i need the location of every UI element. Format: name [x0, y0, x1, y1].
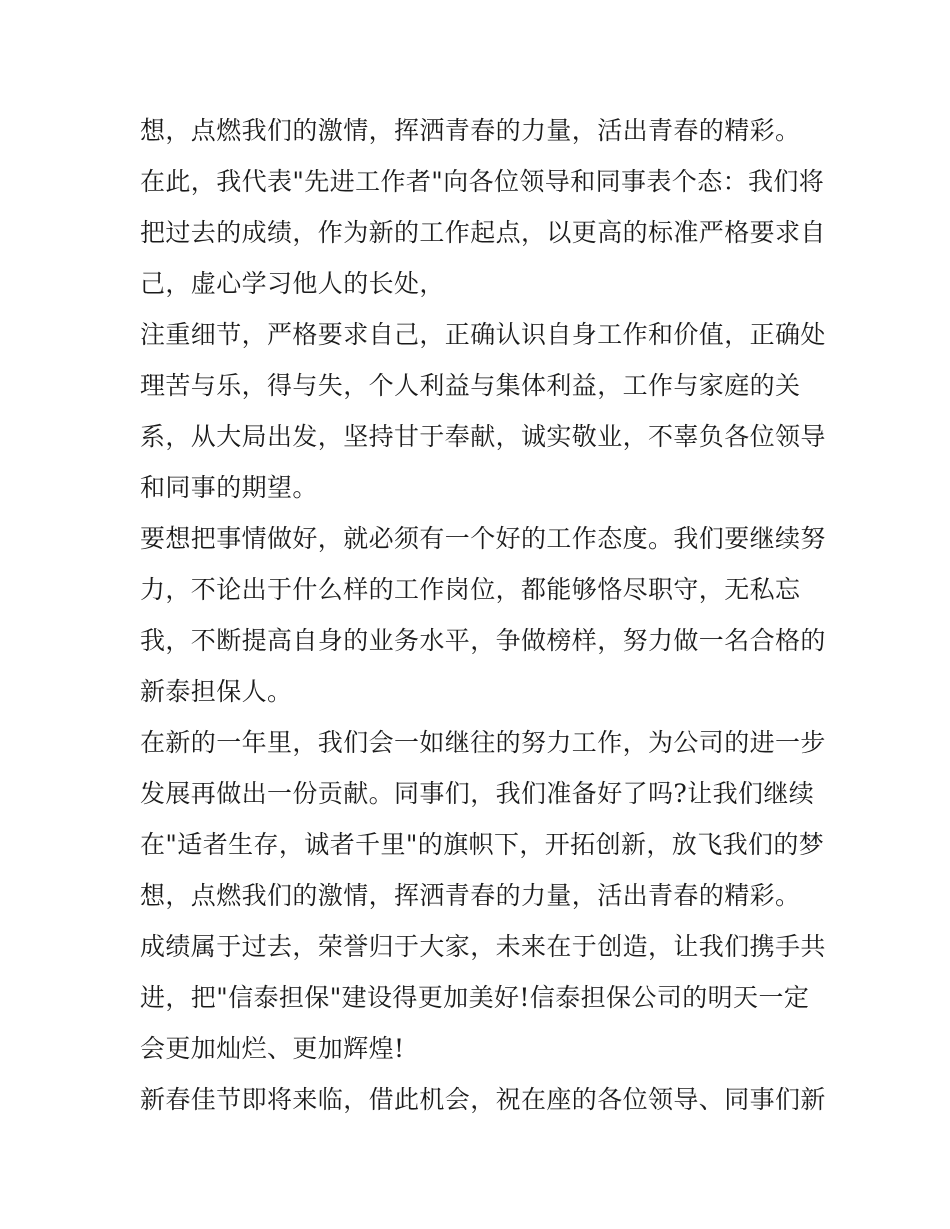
text-line-17: 成绩属于过去，荣誉归于大家，未来在于创造，让我们携手共	[140, 932, 826, 961]
text-line-16: 想，点燃我们的激情，挥洒青春的力量，活出青春的精彩。	[140, 881, 801, 910]
text-line-20: 新春佳节即将来临，借此机会，祝在座的各位领导、同事们新	[140, 1085, 826, 1114]
text-line-9: 要想把事情做好，就必须有一个好的工作态度。我们要继续努	[140, 524, 826, 553]
text-line-18: 进，把"信泰担保"建设得更加美好!信泰担保公司的明天一定	[140, 983, 810, 1012]
document-body	[140, 105, 826, 1125]
text-line-3: 把过去的成绩，作为新的工作起点，以更高的标准严格要求自	[140, 218, 826, 247]
text-line-5: 注重细节，严格要求自己，正确认识自身工作和价值，正确处	[140, 320, 826, 349]
text-line-6: 理苦与乐，得与失，个人利益与集体利益，工作与家庭的关	[140, 371, 801, 400]
text-line-10: 力，不论出于什么样的工作岗位，都能够恪尽职守，无私忘	[140, 575, 801, 604]
text-line-1: 想，点燃我们的激情，挥洒青春的力量，活出青春的精彩。	[140, 116, 801, 145]
text-line-15: 在"适者生存，诚者千里"的旗帜下，开拓创新，放飞我们的梦	[140, 830, 825, 859]
text-line-12: 新泰担保人。	[140, 677, 293, 706]
text-line-14: 发展再做出一份贡献。同事们，我们准备好了吗?让我们继续	[140, 779, 815, 808]
text-line-19: 会更加灿烂、更加辉煌!	[140, 1034, 405, 1063]
text-line-13: 在新的一年里，我们会一如继往的努力工作，为公司的进一步	[140, 728, 826, 757]
text-line-8: 和同事的期望。	[140, 473, 318, 502]
text-line-4: 己，虚心学习他人的长处，	[140, 269, 445, 298]
text-line-11: 我，不断提高自身的业务水平，争做榜样，努力做一名合格的	[140, 626, 826, 655]
text-line-7: 系，从大局出发，坚持甘于奉献，诚实敬业，不辜负各位领导	[140, 422, 826, 451]
text-line-2: 在此，我代表"先进工作者"向各位领导和同事表个态：我们将	[140, 167, 825, 196]
